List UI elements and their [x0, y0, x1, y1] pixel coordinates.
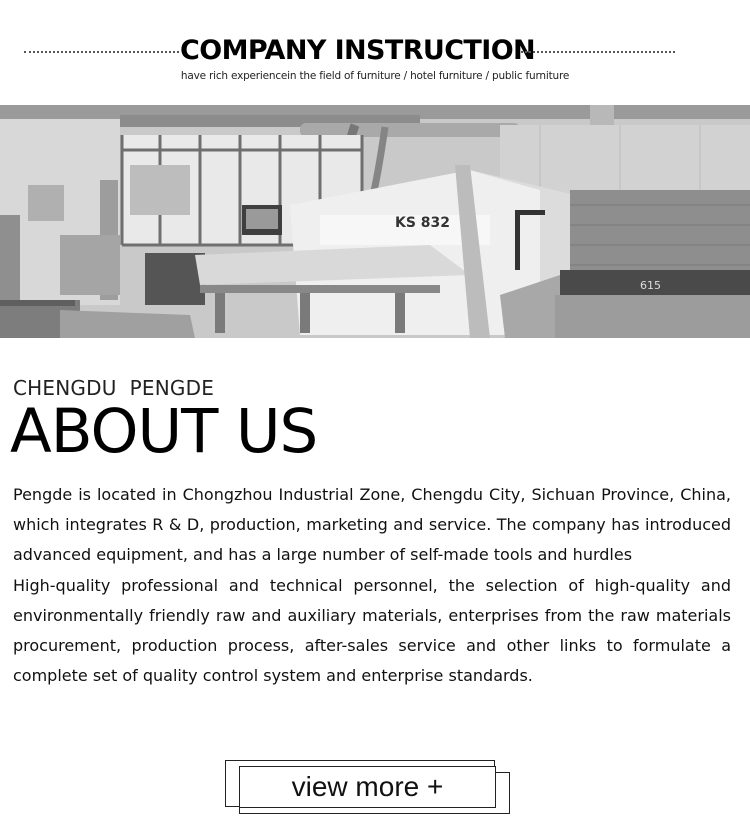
stack-label: 615 — [640, 279, 661, 292]
header-divider-right — [521, 51, 675, 53]
company-name: CHENGDU PENGDE — [13, 376, 215, 400]
view-more-frame — [225, 760, 515, 820]
header-divider-left — [24, 51, 179, 53]
about-paragraph-1: Pengde is located in Chongzhou Industrial Zone, Chengdu City, Sichuan Province, China, which integrates R & D, production, marketing and service. The company has introduced advanced equipment, and has a large number of self-made tools and hurdles — [13, 485, 731, 565]
view-more-button[interactable]: view more + — [239, 766, 496, 808]
about-paragraph-2: High-quality professional and technical personnel, the selection of high-quality and environmentally friendly raw and auxiliary materials, enterprises from the raw materials procurement, production process, after-sales service and other links to formulate a complete set of quality control system and enterprise standards. — [13, 575, 731, 686]
section-title: COMPANY INSTRUCTION — [180, 35, 536, 66]
section-subtitle: have rich experiencein the field of furniture / hotel furniture / public furniture — [180, 70, 570, 82]
about-heading: ABOUT US — [10, 396, 318, 467]
about-body — [13, 480, 731, 691]
machine-label: KS 832 — [395, 215, 451, 231]
factory-photo — [0, 105, 750, 338]
